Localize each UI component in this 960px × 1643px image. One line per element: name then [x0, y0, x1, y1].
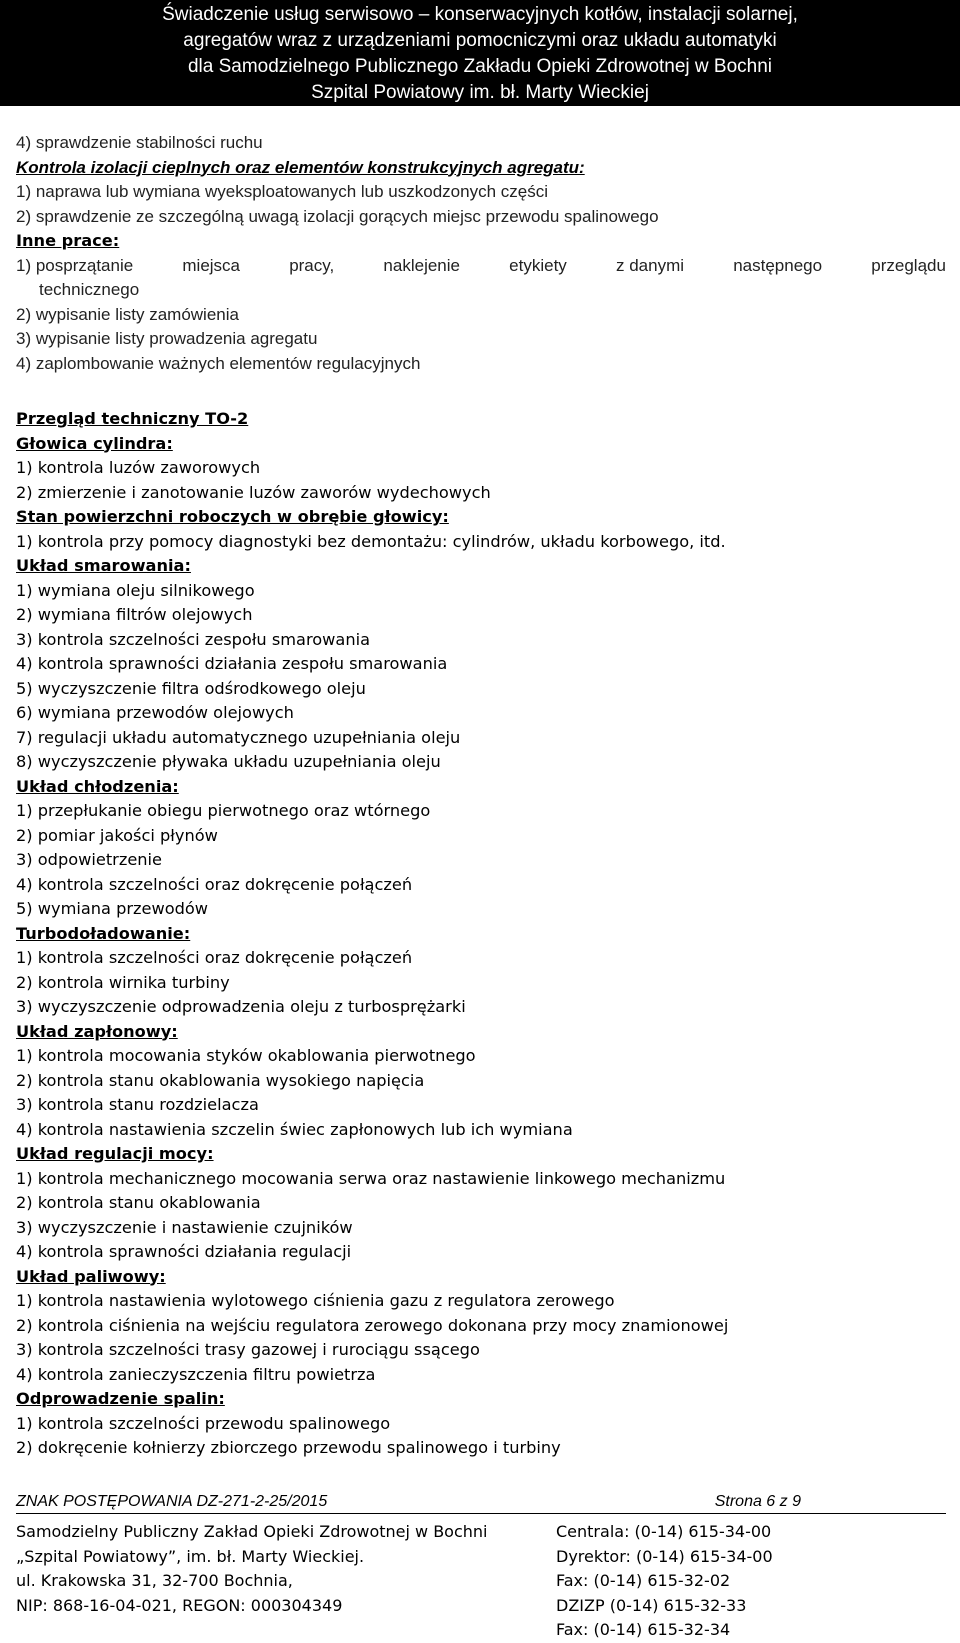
list-item: 4) kontrola szczelności oraz dokręcenie połączeń	[16, 874, 413, 894]
list-item: 4) sprawdzenie stabilności ruchu	[16, 133, 263, 152]
word: następnego	[733, 255, 823, 275]
section-heading: Układ zapłonowy:	[16, 1021, 178, 1041]
list-item: 1) kontrola luzów zaworowych	[16, 458, 261, 477]
spacer	[16, 376, 946, 407]
phone-line: Dyrektor: (0-14) 615-34-00	[556, 1546, 773, 1566]
list-item: 8) wyczyszczenie pływaka układu uzupełniania oleju	[16, 752, 441, 771]
section-heading: Układ smarowania:	[16, 556, 191, 575]
list-item: 6) wymiana przewodów olejowych	[16, 703, 294, 722]
list-item: 5) wyczyszczenie filtra odśrodkowego oleju	[16, 678, 366, 698]
phone-line: Fax: (0-14) 615-32-34	[556, 1620, 731, 1639]
list-item: 2) kontrola ciśnienia na wejściu regulatora zerowego dokonana przy mocy znamionowej	[16, 1315, 729, 1335]
list-item: 4) kontrola nastawienia szczelin świec zapłonowych lub ich wymiana	[16, 1119, 573, 1139]
list-item: 2) kontrola stanu okablowania	[16, 1193, 261, 1212]
section-heading: Układ regulacji mocy:	[16, 1144, 214, 1163]
section-title: Przegląd techniczny TO-2	[16, 409, 249, 428]
list-item: 3) kontrola stanu rozdzielacza	[16, 1095, 259, 1114]
section-heading: Układ paliwowy:	[16, 1266, 166, 1286]
list-item: 3) wyczyszczenie odprowadzenia oleju z turbosprężarki	[16, 997, 466, 1016]
list-item: 7) regulacji układu automatycznego uzupełniania oleju	[16, 727, 461, 747]
section-heading: Turbodoładowanie:	[16, 923, 191, 943]
list-item: 5) wymiana przewodów	[16, 899, 209, 918]
list-item: 1) kontrola szczelności przewodu spalinowego	[16, 1413, 391, 1433]
footer-reference-row	[16, 1490, 946, 1514]
document-header	[0, 0, 960, 106]
list-item: 1) przepłukanie obiegu pierwotnego oraz wtórnego	[16, 801, 431, 820]
phone-line: Centrala: (0-14) 615-34-00	[556, 1522, 772, 1541]
list-item-continuation: technicznego	[39, 280, 140, 299]
word: etykiety	[509, 255, 567, 275]
list-item: 3) wyczyszczenie i nastawienie czujników	[16, 1217, 353, 1237]
word: 1) posprzątanie	[16, 255, 134, 275]
list-item: 1) kontrola szczelności oraz dokręcenie połączeń	[16, 948, 413, 967]
footer-phones	[556, 1520, 946, 1643]
list-item: 2) pomiar jakości płynów	[16, 825, 218, 845]
list-item	[16, 254, 946, 279]
list-item: 3) odpowietrzenie	[16, 850, 162, 869]
document-footer	[16, 1490, 946, 1643]
list-item: 3) wypisanie listy prowadzenia agregatu	[16, 329, 318, 348]
section-heading: Głowica cylindra:	[16, 433, 173, 453]
section-heading: Stan powierzchni roboczych w obrębie głowicy:	[16, 507, 449, 526]
list-item: 4) kontrola sprawności działania regulacji	[16, 1242, 352, 1261]
word: miejsca	[182, 255, 240, 275]
list-item: 2) kontrola wirnika turbiny	[16, 972, 230, 992]
footer-contact	[16, 1520, 946, 1643]
section-heading: Odprowadzenie spalin:	[16, 1389, 225, 1408]
list-item: 2) dokręcenie kołnierzy zbiorczego przewodu spalinowego i turbiny	[16, 1438, 561, 1457]
address-line: NIP: 868-16-04-021, REGON: 000304349	[16, 1595, 343, 1615]
list-item: 4) zaplombowanie ważnych elementów regulacyjnych	[16, 353, 421, 373]
document-body	[16, 131, 946, 1461]
phone-line: DZIZP (0-14) 615-32-33	[556, 1595, 747, 1615]
list-item: 1) naprawa lub wymiana wyeksploatowanych lub uszkodzonych części	[16, 182, 548, 201]
list-item: 2) wypisanie listy zamówienia	[16, 304, 239, 324]
list-item: 2) zmierzenie i zanotowanie luzów zaworów wydechowych	[16, 482, 491, 502]
phone-line: Fax: (0-14) 615-32-02	[556, 1571, 731, 1590]
case-reference: ZNAK POSTĘPOWANIA DZ-271-2-25/2015	[16, 1493, 328, 1510]
word: naklejenie	[383, 255, 460, 275]
address-line: „Szpital Powiatowy”, im. bł. Marty Wieckiej.	[16, 1546, 365, 1566]
list-item: 1) kontrola mechanicznego mocowania serwa oraz nastawienie linkowego mechanizmu	[16, 1168, 726, 1188]
list-item: 1) wymiana oleju silnikowego	[16, 580, 255, 600]
list-item: 1) kontrola mocowania styków okablowania pierwotnego	[16, 1046, 476, 1065]
section-heading: Układ chłodzenia:	[16, 776, 179, 796]
footer-address	[16, 1520, 556, 1643]
address-line: Samodzielny Publiczny Zakład Opieki Zdrowotnej w Bochni	[16, 1522, 488, 1541]
word: pracy,	[289, 255, 335, 275]
list-item: 2) kontrola stanu okablowania wysokiego napięcia	[16, 1070, 425, 1090]
header-line: dla Samodzielnego Publicznego Zakładu Opieki Zdrowotnej w Bochni	[187, 56, 773, 77]
header-line: Szpital Powiatowy im. bł. Marty Wieckiej	[311, 82, 649, 103]
address-line: ul. Krakowska 31, 32-700 Bochnia,	[16, 1571, 293, 1590]
list-item: 1) kontrola przy pomocy diagnostyki bez demontażu: cylindrów, układu korbowego, itd.	[16, 531, 726, 551]
list-item: 4) kontrola zanieczyszczenia filtru powietrza	[16, 1364, 376, 1384]
header-line: Świadczenie usług serwisowo – konserwacyjnych kotłów, instalacji solarnej,	[162, 4, 798, 25]
list-item: 2) sprawdzenie ze szczególną uwagą izolacji gorących miejsc przewodu spalinowego	[16, 206, 659, 226]
list-item: 3) kontrola szczelności trasy gazowej i rurociągu ssącego	[16, 1340, 480, 1359]
page-number: Strona 6 z 9	[714, 1493, 801, 1510]
list-item: 1) kontrola nastawienia wylotowego ciśnienia gazu z regulatora zerowego	[16, 1291, 615, 1310]
list-item: 3) kontrola szczelności zespołu smarowania	[16, 629, 370, 649]
word: przeglądu	[871, 255, 946, 275]
list-item: 4) kontrola sprawności działania zespołu smarowania	[16, 654, 448, 673]
list-item: 2) wymiana filtrów olejowych	[16, 605, 253, 624]
section-heading: Inne prace:	[16, 231, 120, 250]
word: z danymi	[616, 255, 685, 275]
header-line: agregatów wraz z urządzeniami pomocniczymi oraz układu automatyki	[183, 30, 777, 51]
section-heading: Kontrola izolacji cieplnych oraz elementów konstrukcyjnych agregatu:	[16, 157, 585, 177]
